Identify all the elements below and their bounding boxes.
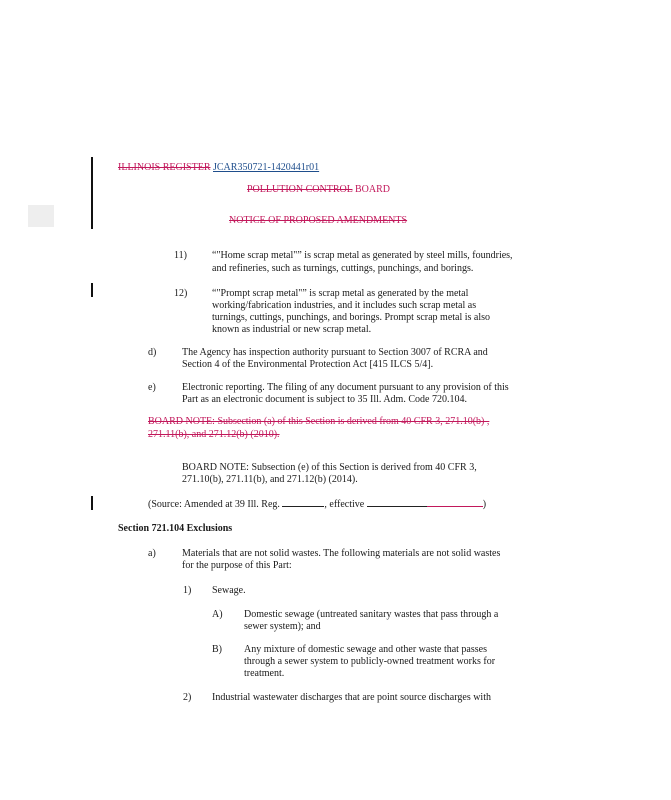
- board-struck: POLLUTION CONTROL: [247, 184, 353, 195]
- source-prefix: (Source: Amended at 39 Ill. Reg.: [148, 499, 283, 510]
- register-struck: ILLINOIS REGISTER: [118, 162, 211, 173]
- item-number: 12): [174, 288, 188, 299]
- date-blank-inserted: [427, 506, 483, 507]
- item-A-line-1: Domestic sewage (untreated sanitary wastes that pass through a: [244, 609, 499, 620]
- item-12-line-2: working/fabrication industries, and it includes such scrap metal as: [212, 300, 477, 311]
- item-number: 2): [183, 692, 192, 703]
- board-header: [247, 184, 390, 196]
- date-blank: [367, 506, 427, 507]
- subsection-label: e): [148, 382, 156, 393]
- change-bar: [91, 157, 93, 229]
- board-note-line-2: 271.10(b), 271.11(b), and 271.12(b) (2014).: [182, 474, 358, 485]
- register-inserted: JCAR350721-1420441r01: [213, 162, 320, 173]
- subsection-a-line-2: for the purpose of this Part:: [182, 560, 292, 571]
- source-line: [148, 499, 486, 511]
- scan-smudge: [28, 205, 54, 227]
- item-2-text: Industrial wastewater discharges that are point source discharges with: [212, 692, 491, 703]
- old-board-note-line-1: BOARD NOTE: Subsection (a) of this Section is derived from 40 CFR 3, 271.10(b) ,: [148, 416, 490, 427]
- item-B-line-2: through a sewer system to publicly-owned treatment works for: [244, 656, 496, 667]
- subsection-label: a): [148, 548, 156, 559]
- item-12-line-3: turnings, cuttings, punchings, and borings. Prompt scrap metal is also: [212, 312, 491, 323]
- item-number: 1): [183, 585, 192, 596]
- section-heading: Section 721.104 Exclusions: [118, 523, 233, 534]
- change-bar: [91, 496, 93, 510]
- item-12-line-4: known as industrial or new scrap metal.: [212, 324, 372, 335]
- item-1-text: Sewage.: [212, 585, 246, 596]
- board-note-line-1: BOARD NOTE: Subsection (e) of this Section is derived from 40 CFR 3,: [182, 462, 477, 473]
- subsection-e-line-2: Part as an electronic document is subject to 35 Ill. Adm. Code 720.104.: [182, 394, 467, 405]
- item-number: 11): [174, 250, 187, 261]
- board-plain: BOARD: [352, 184, 390, 195]
- source-suffix: ): [482, 499, 487, 510]
- subsection-e-line-1: Electronic reporting. The filing of any document pursuant to any provision of this: [182, 382, 509, 393]
- item-B-line-3: treatment.: [244, 668, 285, 679]
- subsection-a-line-1: Materials that are not solid wastes. The following materials are not solid wastes: [182, 548, 501, 559]
- subsection-d-line-1: The Agency has inspection authority pursuant to Section 3007 of RCRA and: [182, 347, 488, 358]
- subsection-label: d): [148, 347, 157, 358]
- old-board-note-line-2: 271.11(b), and 271.12(b) (2010).: [148, 429, 280, 440]
- notice-header: NOTICE OF PROPOSED AMENDMENTS: [229, 215, 408, 226]
- item-letter: B): [212, 644, 222, 655]
- register-header: [118, 162, 319, 174]
- item-letter: A): [212, 609, 223, 620]
- volume-blank: [282, 506, 324, 507]
- change-bar: [91, 283, 93, 297]
- item-12-line-1: “"Prompt scrap metal"” is scrap metal as generated by the metal: [212, 288, 469, 299]
- item-B-line-1: Any mixture of domestic sewage and other waste that passes: [244, 644, 487, 655]
- item-A-line-2: sewer system); and: [244, 621, 321, 632]
- item-11-line-1: “"Home scrap metal"” is scrap metal as generated by steel mills, foundries,: [212, 250, 513, 261]
- subsection-d-line-2: Section 4 of the Environmental Protection Act [415 ILCS 5/4].: [182, 359, 434, 370]
- source-middle: , effective: [324, 499, 367, 510]
- item-11-line-2: and refineries, such as turnings, cuttings, punchings, and borings.: [212, 263, 474, 274]
